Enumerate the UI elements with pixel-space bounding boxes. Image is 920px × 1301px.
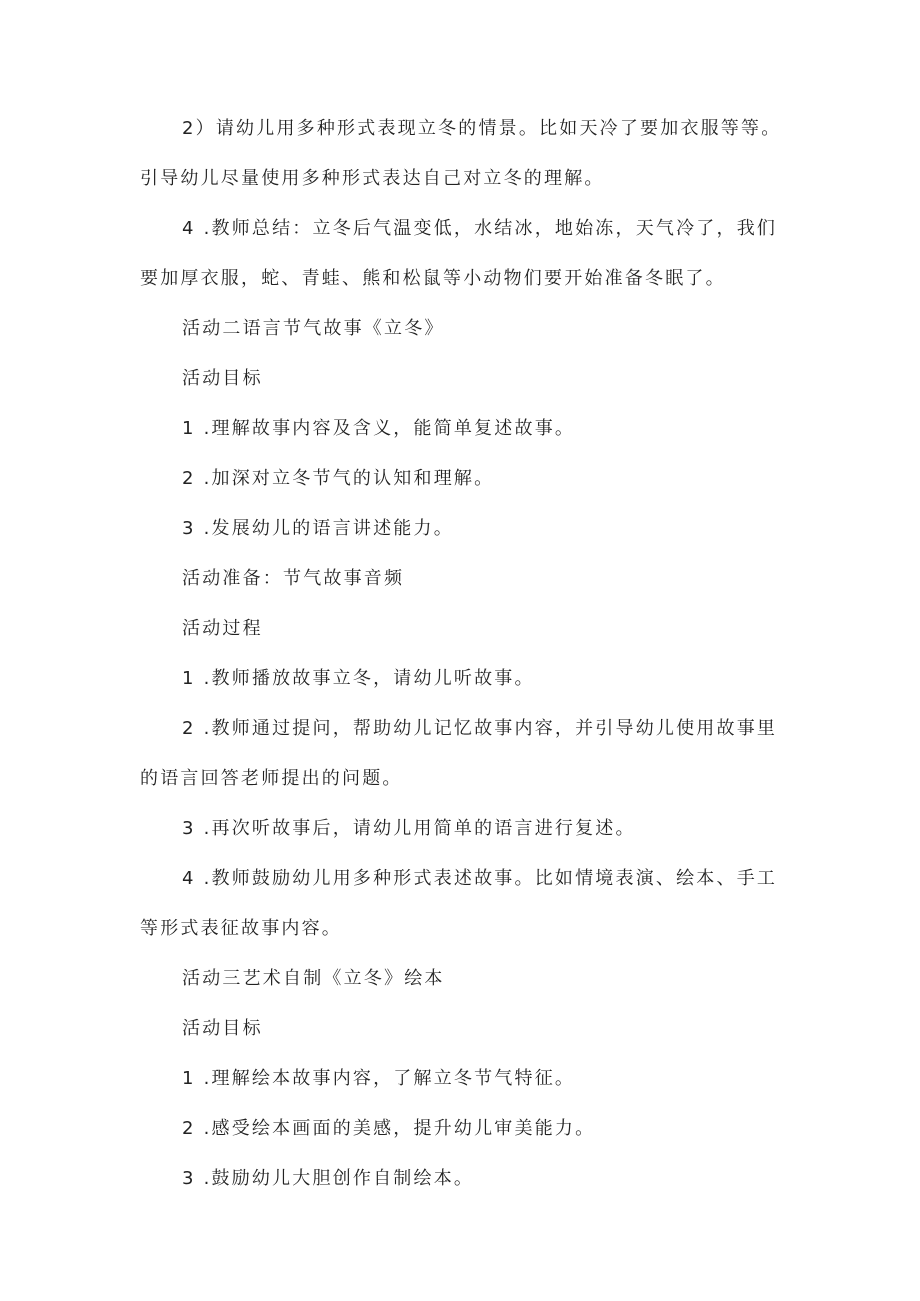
list-item [140,1114,788,1144]
paragraph-line: 2 .感受绘本画面的美感，提升幼儿审美能力。 [182,1118,596,1139]
list-item [140,864,788,944]
paragraph-line: 1 .理解故事内容及含义，能简单复述故事。 [182,418,576,439]
paragraph-line: 活动准备：节气故事音频 [182,568,405,589]
paragraph [140,214,788,294]
list-item [140,464,788,494]
list-item [140,664,788,694]
paragraph-line: 活动二语言节气故事《立冬》 [182,318,445,339]
paragraph-line: 4 .教师总结：立冬后气温变低，水结冰，地始冻，天气冷了，我们 [182,218,778,239]
paragraph-line: 1 .理解绘本故事内容，了解立冬节气特征。 [182,1068,576,1089]
paragraph-line: 的语言回答老师提出的问题。 [140,768,403,789]
paragraph-line: 2 .加深对立冬节气的认知和理解。 [182,468,495,489]
subheading [140,364,788,394]
subheading [140,1014,788,1044]
paragraph-line: 2）请幼儿用多种形式表现立冬的情景。比如天冷了要加衣服等等。 [182,118,782,139]
paragraph-line: 2 .教师通过提问，帮助幼儿记忆故事内容，并引导幼儿使用故事里 [182,718,778,739]
paragraph [140,114,788,194]
paragraph-line: 3 .发展幼儿的语言讲述能力。 [182,518,454,539]
subheading [140,614,788,644]
list-item [140,1164,788,1194]
list-item [140,1064,788,1094]
list-item [140,414,788,444]
paragraph-line: 活动三艺术自制《立冬》绘本 [182,968,445,989]
paragraph-line: 1 .教师播放故事立冬，请幼儿听故事。 [182,668,535,689]
paragraph-line: 活动目标 [182,1018,263,1039]
list-item [140,714,788,794]
paragraph-line: 4 .教师鼓励幼儿用多种形式表述故事。比如情境表演、绘本、手工 [182,868,778,889]
subheading [140,564,788,594]
section-heading [140,314,788,344]
paragraph-line: 3 .再次听故事后，请幼儿用简单的语言进行复述。 [182,818,636,839]
paragraph-line: 等形式表征故事内容。 [140,918,342,939]
paragraph-line: 要加厚衣服，蛇、青蛙、熊和松鼠等小动物们要开始准备冬眠了。 [140,268,726,289]
list-item [140,814,788,844]
paragraph-line: 引导幼儿尽量使用多种形式表达自己对立冬的理解。 [140,168,605,189]
paragraph-line: 3 .鼓励幼儿大胆创作自制绘本。 [182,1168,475,1189]
section-heading [140,964,788,994]
paragraph-line: 活动过程 [182,618,263,639]
list-item [140,514,788,544]
paragraph-line: 活动目标 [182,368,263,389]
document-body [140,114,788,1194]
